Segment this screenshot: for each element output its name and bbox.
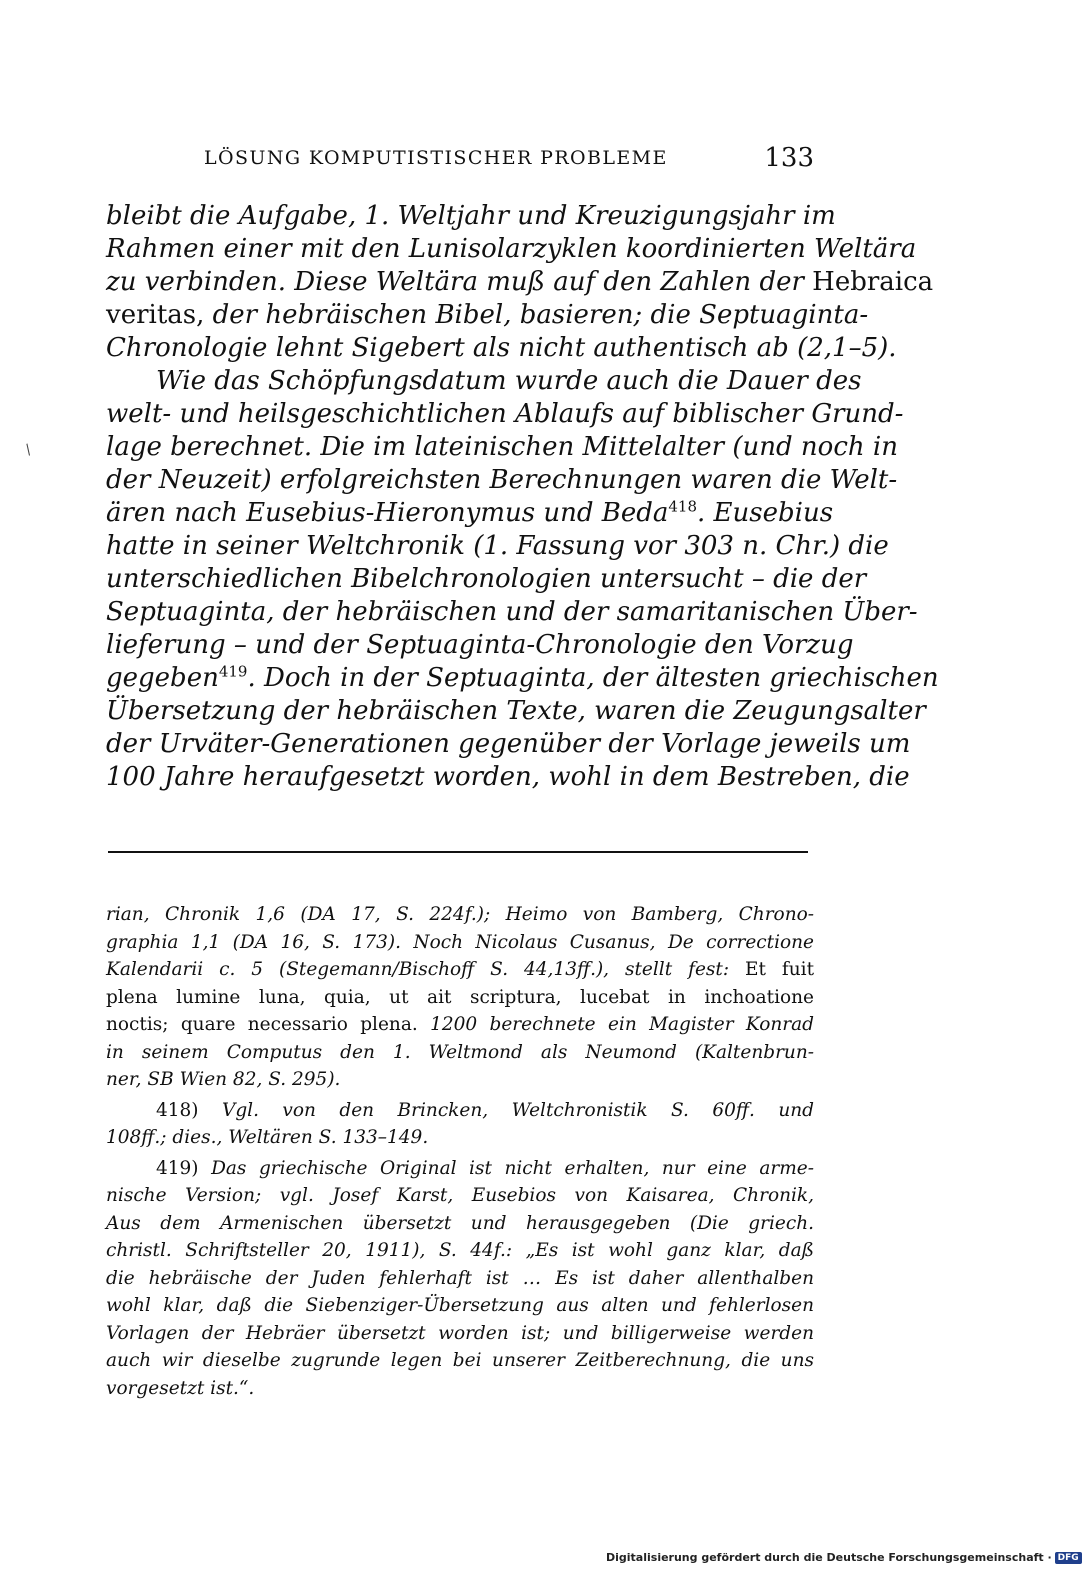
text-line: unterschiedlichen Bibelchronologien untersucht – die der	[106, 564, 867, 594]
text-line: Rahmen einer mit den Lunisolarzyklen koordinierten Weltära	[106, 234, 917, 264]
text-line: Chronologie lehnt Sigebert als nicht authentisch ab (2,1–5).	[106, 333, 897, 363]
text-line: 100 Jahre heraufgesetzt worden, wohl in dem Bestreben, die	[106, 762, 910, 792]
funding-footer	[606, 1551, 1079, 1569]
footer-text: Digitalisierung gefördert durch die Deutsche Forschungsgemeinschaft ·	[606, 1551, 1052, 1564]
note-line: in seinem Computus den 1. Weltmond als Neumond (Kaltenbrun-	[106, 1041, 814, 1063]
text-line: Übersetzung der hebräischen Texte, waren die Zeugungsalter	[106, 696, 926, 726]
footnote-number: 418)	[156, 1099, 199, 1121]
text-line: der Urväter-Generationen gegenüber der Vorlage jeweils um	[106, 729, 911, 759]
footnote-418: 418) Vgl. von den Brincken, Weltchronistik S. 60ff. und	[156, 1099, 814, 1121]
footnote-ref-418: 418	[668, 497, 698, 516]
dfg-logo: DFG	[1055, 1552, 1082, 1564]
footnotes	[106, 901, 814, 1402]
main-text	[106, 200, 939, 794]
note-line: auch wir dieselbe zugrunde legen bei unserer Zeitberechnung, die uns	[106, 1350, 814, 1371]
footnote-ref-419: 419	[218, 662, 248, 681]
note-line: 108ff.; dies., Weltären S. 133–149.	[106, 1127, 429, 1148]
note-line: plena lumine luna, quia, ut ait scriptura, lucebat in inchoatione	[106, 986, 814, 1008]
text-line: lieferung – und der Septuaginta-Chronologie den Vorzug	[106, 630, 854, 660]
text-line: Wie das Schöpfungsdatum wurde auch die Dauer des	[156, 366, 862, 396]
note-line: die hebräische der Juden fehlerhaft ist … Es ist daher allenthalben	[106, 1267, 814, 1289]
text-line: welt- und heilsgeschichtlichen Ablaufs auf biblischer Grund-	[106, 399, 904, 429]
note-line: ner, SB Wien 82, S. 295).	[106, 1069, 341, 1090]
note-line: rian, Chronik 1,6 (DA 17, S. 224f.); Heimo von Bamberg, Chrono-	[106, 904, 814, 925]
footnote-divider	[108, 851, 808, 853]
note-line: wohl klar, daß die Siebenziger-Übersetzung aus alten und fehlerlosen	[106, 1295, 814, 1316]
text-line: veritas, der hebräischen Bibel, basieren; die Septuaginta-	[106, 300, 869, 330]
page-number: 133	[764, 143, 814, 173]
text-line: gegeben$^{419}$. Doch in der Septuaginta, der ältesten griechischen	[106, 662, 939, 693]
header-title: LÖSUNG KOMPUTISTISCHER PROBLEME	[204, 147, 668, 169]
text-line: hatte in seiner Weltchronik (1. Fassung vor 303 n. Chr.) die	[106, 531, 889, 561]
margin-mark: /	[22, 441, 35, 459]
running-header	[106, 143, 814, 177]
text-line: lage berechnet. Die im lateinischen Mittelalter (und noch in	[106, 432, 898, 462]
text-line: bleibt die Aufgabe, 1. Weltjahr und Kreuzigungsjahr im	[106, 201, 836, 231]
note-line: graphia 1,1 (DA 16, S. 173). Noch Nicolaus Cusanus, De correctione	[106, 931, 814, 953]
note-line: Kalendarii c. 5 (Stegemann/Bischoff S. 44,13ff.), stellt fest: Et fuit	[106, 959, 814, 980]
text-line: ären nach Eusebius-Hieronymus und Beda$^{418}$. Eusebius	[106, 497, 834, 528]
note-line: christl. Schriftsteller 20, 1911), S. 44f.: „Es ist wohl ganz klar, daß	[106, 1240, 814, 1261]
text-line: zu verbinden. Diese Weltära muß auf den Zahlen der Hebraica	[106, 267, 934, 297]
footnote-419: 419) Das griechische Original ist nicht erhalten, nur eine arme-	[156, 1157, 814, 1179]
footnote-number: 419)	[156, 1157, 199, 1179]
note-line: vorgesetzt ist.“.	[106, 1377, 255, 1399]
text-line: Septuaginta, der hebräischen und der samaritanischen Über-	[106, 597, 918, 627]
note-line: Aus dem Armenischen übersetzt und herausgegeben (Die griech.	[106, 1212, 814, 1234]
note-line: Vorlagen der Hebräer übersetzt worden ist; und billigerweise werden	[106, 1322, 814, 1344]
note-line: noctis; quare necessario plena. 1200 berechnete ein Magister Konrad	[106, 1014, 814, 1035]
text-line: der Neuzeit) erfolgreichsten Berechnungen waren die Welt-	[106, 465, 898, 495]
note-line: nische Version; vgl. Josef Karst, Eusebios von Kaisarea, Chronik,	[106, 1185, 814, 1206]
